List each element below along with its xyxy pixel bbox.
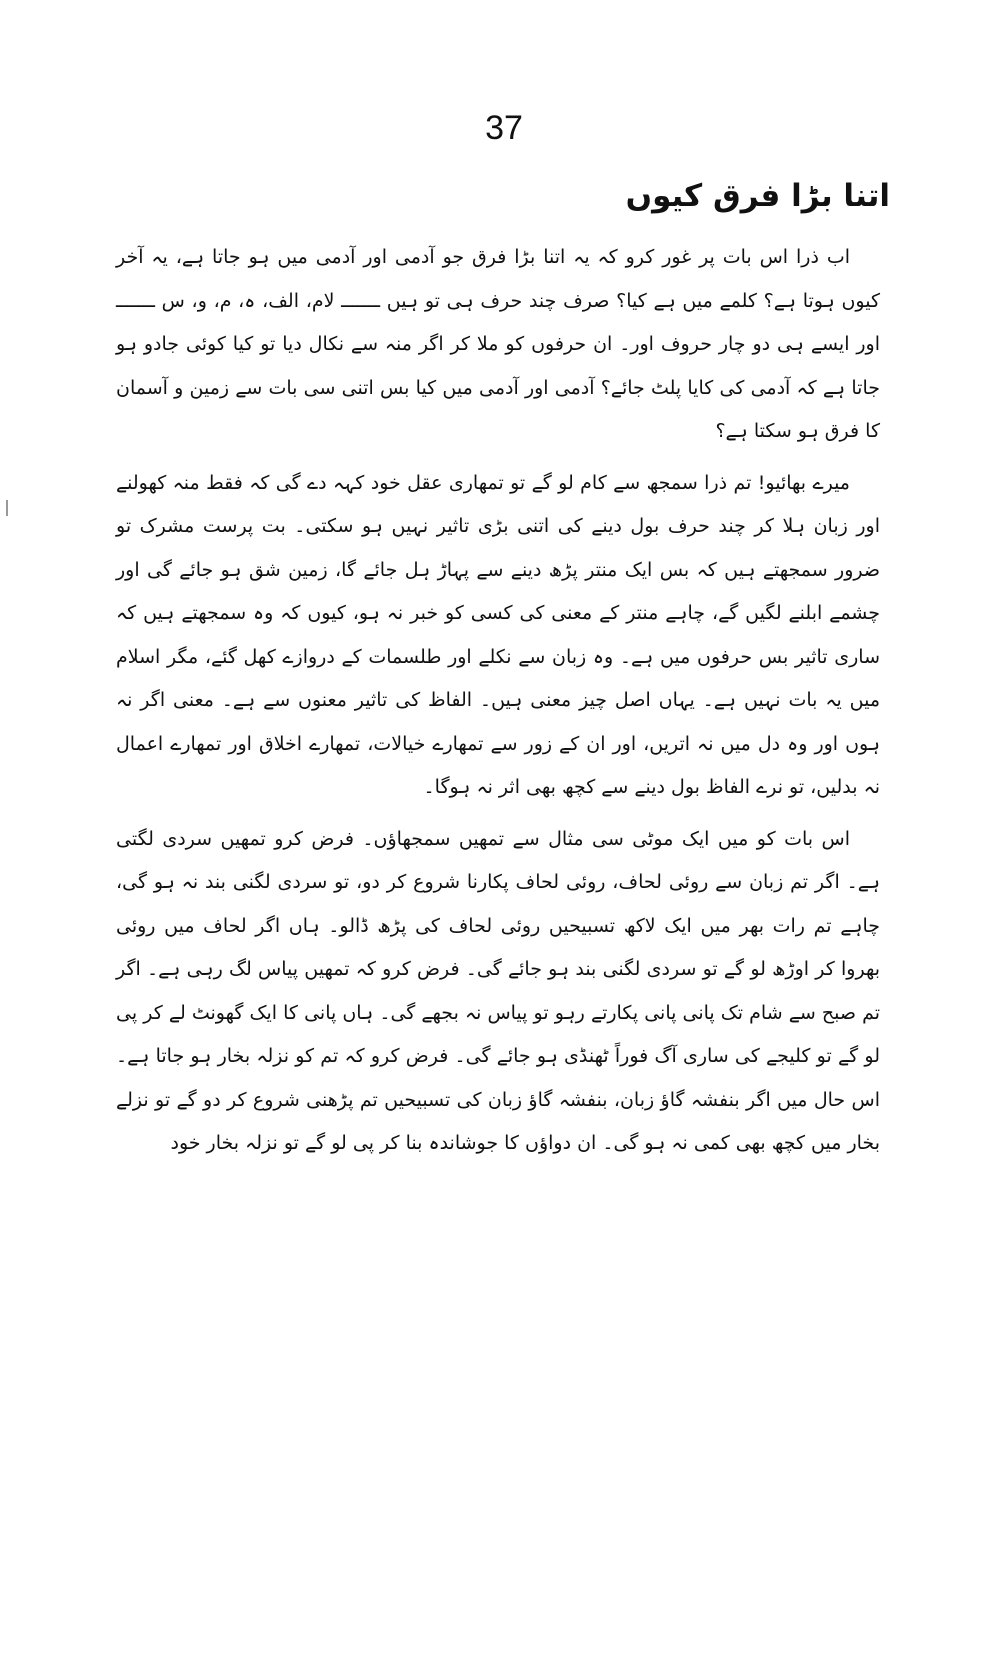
- chapter-title: اتنا بڑا فرق کیوں: [625, 178, 890, 214]
- paragraph-1: اب ذرا اس بات پر غور کرو کہ یہ اتنا بڑا فرق جو آدمی اور آدمی میں ہو جاتا ہے، یہ آخر کیوں ہوتا ہے؟ کلمے میں ہے کیا؟ صرف چند حرف ہی تو ہیں ـــــــ لام، الف، ہ، م، و، س ـــــــ اور ایسے ہی دو چار حروف اور۔ ان حرفوں کو ملا کر اگر منہ سے نکال دیا تو کیا کوئی جادو ہو جاتا ہے کہ آدمی کی کایا پلٹ جائے؟ آدمی اور آدمی میں کیا بس اتنی سی بات سے زمین و آسمان کا فرق ہو سکتا ہے؟: [116, 246, 880, 442]
- page-number: 37: [485, 109, 523, 147]
- paragraph-3: اس بات کو میں ایک موٹی سی مثال سے تمھیں سمجھاؤں۔ فرض کرو تمھیں سردی لگتی ہے۔ اگر تم زبان سے روئی لحاف، روئی لحاف پکارنا شروع کر دو، تو سردی لگنی بند نہ ہو گی، چاہے تم رات بھر میں ایک لاکھ تسبیحیں روئی لحاف کی پڑھ ڈالو۔ ہاں اگر لحاف میں روئی بھروا کر اوڑھ لو گے تو سردی لگنی بند ہو جائے گی۔ فرض کرو کہ تمھیں پیاس لگ رہی ہے۔ اگر تم صبح سے شام تک پانی پانی پکارتے رہو تو پیاس نہ بجھے گی۔ ہاں پانی کا ایک گھونٹ لے کر پی لو گے تو کلیجے کی ساری آگ فوراً ٹھنڈی ہو جائے گی۔ فرض کرو کہ تم کو نزلہ بخار ہو جاتا ہے۔ اس حال میں اگر بنفشہ گاؤ زبان، بنفشہ گاؤ زبان کی تسبیحیں تم پڑھنی شروع کر دو گے تو نزلے بخار میں کچھ بھی کمی نہ ہو گی۔ ان دواؤں کا جوشاندہ بنا کر پی لو گے تو نزلہ بخار خود: [116, 827, 880, 1154]
- margin-mark: [6, 500, 8, 516]
- paragraph-2: میرے بھائیو! تم ذرا سمجھ سے کام لو گے تو تمھاری عقل خود کہہ دے گی کہ فقط منہ کھولنے اور زبان ہلا کر چند حرف بول دینے کی اتنی بڑی تاثیر نہیں ہو سکتی۔ بت پرست مشرک تو ضرور سمجھتے ہیں کہ بس ایک منتر پڑھ دینے سے پہاڑ ہل جائے گا، زمین شق ہو جائے گی اور چشمے ابلنے لگیں گے، چاہے منتر کے معنی کی کسی کو خبر نہ ہو، کیوں کہ وہ سمجھتے ہیں کہ ساری تاثیر بس حرفوں میں ہے۔ وہ زبان سے نکلے اور طلسمات کے دروازے کھل گئے، مگر اسلام میں یہ بات نہیں ہے۔ یہاں اصل چیز معنی ہیں۔ الفاظ کی تاثیر معنوں سے ہے۔ معنی اگر نہ ہوں اور وہ دل میں نہ اتریں، اور ان کے زور سے تمھارے خیالات، تمھارے اخلاق اور تمھارے اعمال نہ بدلیں، تو نرے الفاظ بول دینے سے کچھ بھی اثر نہ ہوگا۔: [116, 471, 880, 798]
- body-text: [116, 236, 880, 1174]
